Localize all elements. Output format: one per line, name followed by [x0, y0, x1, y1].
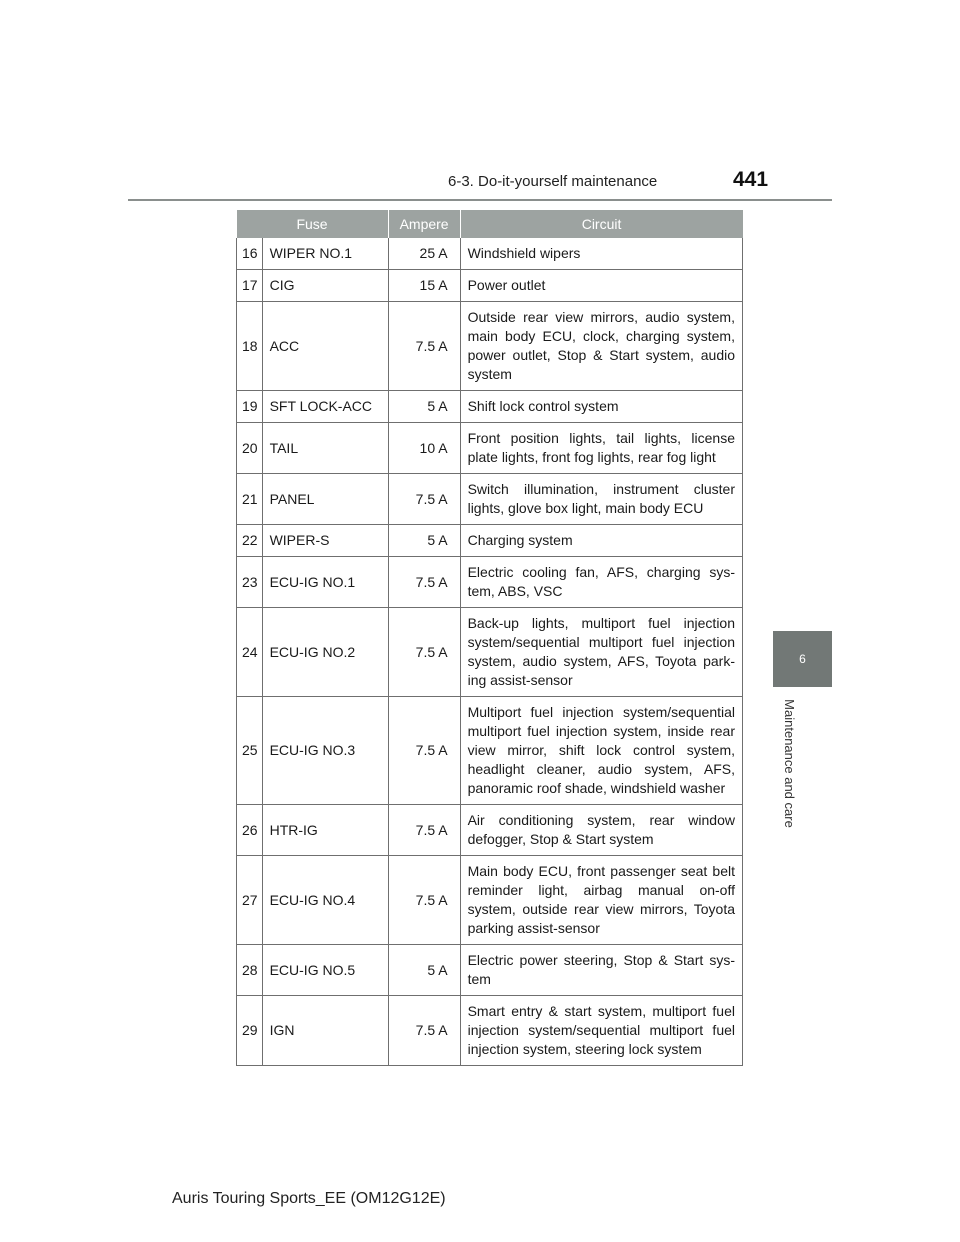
circuit-cell: Shift lock control system [460, 391, 742, 423]
fuse-number-cell: 18 [237, 302, 263, 391]
ampere-cell: 7.5 A [388, 302, 460, 391]
table-row [237, 608, 743, 697]
fuse-name-cell: WIPER NO.1 [262, 238, 388, 270]
ampere-cell: 5 A [388, 391, 460, 423]
table-row [237, 697, 743, 805]
ampere-cell: 5 A [388, 945, 460, 996]
ampere-cell: 7.5 A [388, 856, 460, 945]
circuit-cell: Multiport fuel injection system/sequential multiport fuel injection system, inside rear view mirror, shift lock control system, headlight cleaner, audio system, AFS, panoramic roof shade, windshield washer [460, 697, 742, 805]
ampere-cell: 7.5 A [388, 805, 460, 856]
circuit-cell: Smart entry & start system, multiport fuel injection system/sequential multiport fuel injection system, steering lock system [460, 996, 742, 1066]
table-row [237, 996, 743, 1066]
circuit-cell: Windshield wipers [460, 238, 742, 270]
circuit-cell: Electric cooling fan, AFS, charging sys-tem, ABS, VSC [460, 557, 742, 608]
ampere-cell: 7.5 A [388, 996, 460, 1066]
fuse-number-cell: 29 [237, 996, 263, 1066]
fuse-table [236, 210, 743, 1066]
circuit-cell: Outside rear view mirrors, audio system, main body ECU, clock, charging system, power outlet, Stop & Start system, audio system [460, 302, 742, 391]
circuit-cell: Power outlet [460, 270, 742, 302]
fuse-name-cell: ACC [262, 302, 388, 391]
fuse-name-cell: ECU-IG NO.5 [262, 945, 388, 996]
fuse-number-cell: 20 [237, 423, 263, 474]
footer-title: Auris Touring Sports_EE (OM12G12E) [172, 1190, 446, 1207]
table-row [237, 391, 743, 423]
ampere-cell: 7.5 A [388, 557, 460, 608]
ampere-cell: 15 A [388, 270, 460, 302]
table-row [237, 474, 743, 525]
fuse-number-cell: 21 [237, 474, 263, 525]
table-row [237, 302, 743, 391]
chapter-tab [773, 631, 832, 687]
table-row [237, 423, 743, 474]
fuse-number-cell: 23 [237, 557, 263, 608]
fuse-name-cell: ECU-IG NO.2 [262, 608, 388, 697]
fuse-number-cell: 16 [237, 238, 263, 270]
column-header-ampere: Ampere [388, 210, 460, 238]
circuit-cell: Switch illumination, instrument cluster lights, glove box light, main body ECU [460, 474, 742, 525]
fuse-number-cell: 25 [237, 697, 263, 805]
fuse-name-cell: PANEL [262, 474, 388, 525]
table-row [237, 805, 743, 856]
fuse-name-cell: WIPER-S [262, 525, 388, 557]
circuit-cell: Back-up lights, multiport fuel injection system/sequential multiport fuel injection system, audio system, AFS, Toyota park-ing assist-sensor [460, 608, 742, 697]
fuse-number-cell: 26 [237, 805, 263, 856]
fuse-name-cell: TAIL [262, 423, 388, 474]
ampere-cell: 5 A [388, 525, 460, 557]
circuit-cell: Air conditioning system, rear window defogger, Stop & Start system [460, 805, 742, 856]
page-number: 441 [733, 168, 769, 191]
fuse-number-cell: 17 [237, 270, 263, 302]
circuit-cell: Main body ECU, front passenger seat belt reminder light, airbag manual on-off system, outside rear view mirrors, Toyota parking assist-sensor [460, 856, 742, 945]
table-row [237, 525, 743, 557]
fuse-name-cell: ECU-IG NO.3 [262, 697, 388, 805]
column-header-fuse: Fuse [237, 210, 389, 238]
column-header-circuit: Circuit [460, 210, 742, 238]
ampere-cell: 7.5 A [388, 697, 460, 805]
table-row [237, 945, 743, 996]
chapter-label [773, 693, 805, 833]
table-row [237, 856, 743, 945]
ampere-cell: 7.5 A [388, 474, 460, 525]
fuse-name-cell: ECU-IG NO.1 [262, 557, 388, 608]
fuse-name-cell: ECU-IG NO.4 [262, 856, 388, 945]
section-title: 6-3. Do-it-yourself maintenance [448, 173, 658, 190]
table-header-row [237, 210, 743, 238]
fuse-name-cell: CIG [262, 270, 388, 302]
fuse-number-cell: 28 [237, 945, 263, 996]
fuse-table-body [237, 238, 743, 1066]
fuse-name-cell: HTR-IG [262, 805, 388, 856]
fuse-number-cell: 22 [237, 525, 263, 557]
ampere-cell: 7.5 A [388, 608, 460, 697]
circuit-cell: Front position lights, tail lights, license plate lights, front fog lights, rear fog light [460, 423, 742, 474]
fuse-number-cell: 19 [237, 391, 263, 423]
table-row [237, 238, 743, 270]
header-divider [128, 199, 832, 201]
ampere-cell: 25 A [388, 238, 460, 270]
circuit-cell: Charging system [460, 525, 742, 557]
fuse-number-cell: 24 [237, 608, 263, 697]
fuse-number-cell: 27 [237, 856, 263, 945]
circuit-cell: Electric power steering, Stop & Start sys-tem [460, 945, 742, 996]
chapter-title: Maintenance and care [781, 698, 797, 828]
fuse-name-cell: SFT LOCK-ACC [262, 391, 388, 423]
ampere-cell: 10 A [388, 423, 460, 474]
chapter-number: 6 [799, 652, 806, 666]
table-row [237, 557, 743, 608]
fuse-name-cell: IGN [262, 996, 388, 1066]
table-row [237, 270, 743, 302]
